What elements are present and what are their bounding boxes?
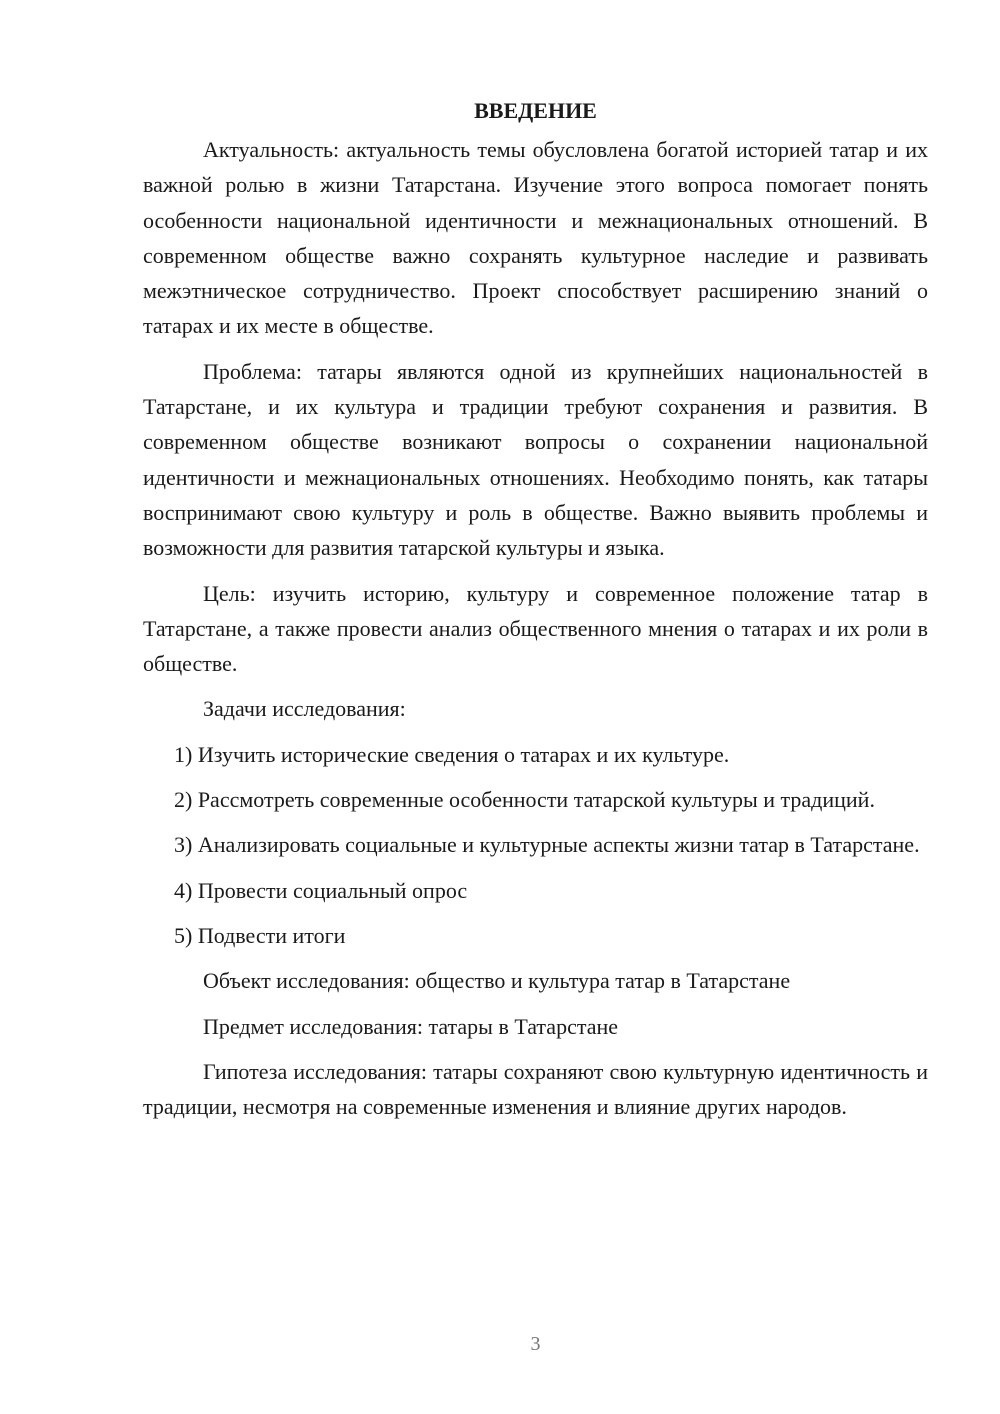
task-item-2: 2) Рассмотреть современные особенности татарской культуры и традиций. — [174, 787, 875, 813]
problem-paragraph: Проблема: татары являются одной из крупнейших национальностей в Татарстане, и их культура и традиции требуют сохранения и развития. В современном обществе возникают вопросы о сохранении национальной идентичности и межнациональных отношениях. Необходимо понять, как татары воспринимают свою культуру и роль в обществе. Важно выявить проблемы и возможности для развития татарской культуры и языка. — [143, 358, 928, 561]
research-subject: Предмет исследования: татары в Татарстане — [203, 1013, 619, 1039]
task-item-1: 1) Изучить исторические сведения о татарах и их культуре. — [174, 741, 730, 767]
research-object: Объект исследования: общество и культура татар в Татарстане — [203, 968, 791, 994]
task-item-5: 5) Подвести итоги — [174, 922, 346, 948]
relevance-paragraph: Актуальность: актуальность темы обусловлена богатой историей татар и их важной ролью в жизни Татарстана. Изучение этого вопроса помогает понять особенности национальной идентичности и межнациональных отношений. В современном обществе важно сохранять культурное наследие и развивать межэтническое сотрудничество. Проект способствует расширению знаний о татарах и их месте в обществе. — [143, 137, 928, 339]
tasks-heading: Задачи исследования: — [203, 696, 406, 722]
document-title: ВВЕДЕНИЕ — [474, 98, 597, 123]
page-number: 3 — [530, 1333, 541, 1355]
document-page — [143, 96, 928, 1134]
task-item-3: 3) Анализировать социальные и культурные аспекты жизни татар в Татарстане. — [174, 832, 920, 858]
research-hypothesis: Гипотеза исследования: татары сохраняют свою культурную идентичность и традиции, несмотря на современные изменения и влияние других народов. — [143, 1058, 928, 1120]
goal-paragraph: Цель: изучить историю, культуру и современное положение татар в Татарстане, а также провести анализ общественного мнения о татарах и их роли в обществе. — [143, 580, 928, 677]
task-item-4: 4) Провести социальный опрос — [174, 877, 468, 903]
